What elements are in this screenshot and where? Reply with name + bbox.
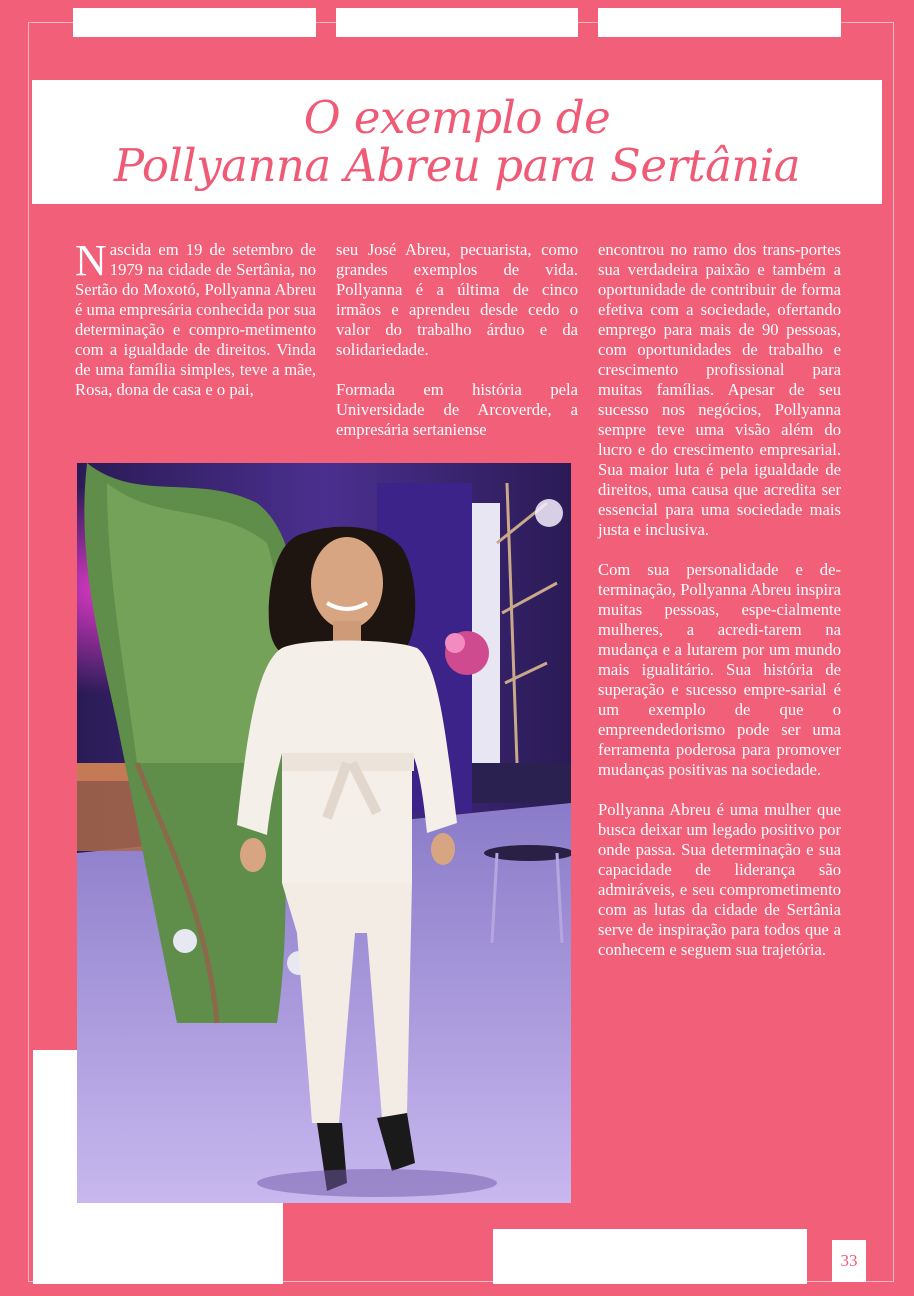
article-column-1	[75, 236, 316, 420]
article-column-3	[598, 240, 841, 980]
column-2-paragraph-1: seu José Abreu, pecuarista, como grandes exemplos de vida. Pollyanna é a última de cinco irmãos e aprendeu desde cedo o valor do trabalho árduo e da solidariedade.	[336, 240, 578, 359]
bottom-center-block	[493, 1229, 807, 1284]
drop-cap: N	[75, 236, 107, 285]
photo-illustration	[77, 463, 571, 1203]
column-1-text: ascida em 19 de setembro de 1979 na cidade de Sertânia, no Sertão do Moxotó, Pollyanna Abreu é uma empresária conhecida por sua determinação e compro-metimento com a igualdade de direitos. Vinda de uma família simples, teve a mãe, Rosa, dona de casa e o pai,	[75, 240, 316, 399]
article-column-2	[336, 240, 578, 460]
column-3-paragraph-1: encontrou no ramo dos trans-portes sua verdadeira paixão e também a oportunidade de contribuir de forma efetiva com a sociedade, ofertando emprego para mais de 90 pessoas, com oportunidades de trabalho e crescimento profissional para muitas famílias. Apesar de seu sucesso nos negócios, Pollyanna sempre teve uma visão além do lucro e do crescimento empresarial. Sua maior luta é pela igualdade de direitos, uma causa que acredita ser essencial para uma sociedade mais justa e inclusiva.	[598, 240, 841, 539]
title-panel	[32, 80, 882, 204]
title-line-1: O exemplo de	[303, 91, 611, 144]
column-3-paragraph-3: Pollyanna Abreu é uma mulher que busca deixar um legado positivo por onde passa. Sua determinação e sua capacidade de liderança são admiráveis, e seu comprometimento com as lutas da cidade de Sertânia serve de inspiração para todos que a conhecem e seguem sua trajetória.	[598, 800, 841, 959]
portrait-photo	[77, 463, 571, 1203]
column-2-paragraph-2: Formada em história pela Universidade de Arcoverde, a empresária sertaniense	[336, 380, 578, 439]
page-number: 33	[832, 1240, 866, 1282]
title-line-2: Pollyanna Abreu para Sertânia	[113, 139, 801, 192]
column-3-paragraph-2: Com sua personalidade e de-terminação, Pollyanna Abreu inspira muitas pessoas, espe-cialmente mulheres, a acredi-tarem na mudança e a lutarem por um mundo mais igualitário. Sua história de superação e sucesso empre-sarial é um exemplo de que o empreendedorismo pode ser uma ferramenta poderosa para promover mudanças positivas na sociedade.	[598, 560, 841, 779]
